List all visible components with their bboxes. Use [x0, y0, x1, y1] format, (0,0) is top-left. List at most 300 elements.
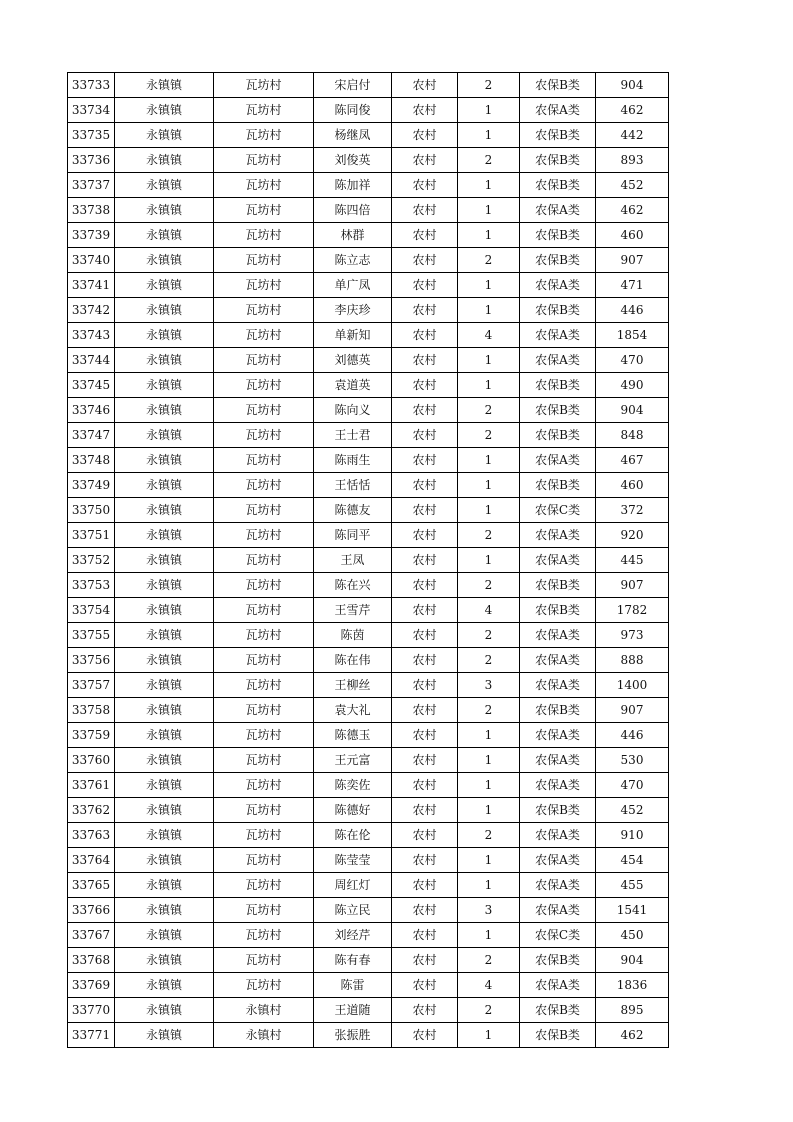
table-row	[68, 173, 669, 198]
village-cell: 瓦坊村	[214, 773, 314, 798]
records-table	[67, 72, 669, 1048]
record-id-cell: 33760	[68, 748, 115, 773]
town-cell: 永镇镇	[115, 623, 214, 648]
category-cell: 农保A类	[520, 648, 596, 673]
household-size-cell: 1	[458, 198, 520, 223]
table-row	[68, 998, 669, 1023]
town-cell: 永镇镇	[115, 823, 214, 848]
village-cell: 瓦坊村	[214, 698, 314, 723]
household-size-cell: 2	[458, 423, 520, 448]
village-cell: 瓦坊村	[214, 948, 314, 973]
area-type-cell: 农村	[392, 723, 458, 748]
name-cell: 刘经芹	[314, 923, 392, 948]
name-cell: 陈立民	[314, 898, 392, 923]
village-cell: 瓦坊村	[214, 498, 314, 523]
amount-cell: 467	[596, 448, 669, 473]
name-cell: 陈在伦	[314, 823, 392, 848]
table-row	[68, 273, 669, 298]
area-type-cell: 农村	[392, 473, 458, 498]
category-cell: 农保A类	[520, 273, 596, 298]
category-cell: 农保B类	[520, 1023, 596, 1048]
table-row	[68, 73, 669, 98]
name-cell: 王元富	[314, 748, 392, 773]
household-size-cell: 4	[458, 323, 520, 348]
amount-cell: 1836	[596, 973, 669, 998]
amount-cell: 446	[596, 298, 669, 323]
village-cell: 永镇村	[214, 1023, 314, 1048]
area-type-cell: 农村	[392, 623, 458, 648]
household-size-cell: 1	[458, 498, 520, 523]
category-cell: 农保B类	[520, 948, 596, 973]
table-row	[68, 548, 669, 573]
area-type-cell: 农村	[392, 223, 458, 248]
village-cell: 瓦坊村	[214, 198, 314, 223]
record-id-cell: 33733	[68, 73, 115, 98]
table-row	[68, 423, 669, 448]
town-cell: 永镇镇	[115, 448, 214, 473]
household-size-cell: 1	[458, 448, 520, 473]
amount-cell: 460	[596, 473, 669, 498]
household-size-cell: 1	[458, 223, 520, 248]
amount-cell: 1854	[596, 323, 669, 348]
village-cell: 瓦坊村	[214, 848, 314, 873]
amount-cell: 910	[596, 823, 669, 848]
town-cell: 永镇镇	[115, 73, 214, 98]
village-cell: 瓦坊村	[214, 73, 314, 98]
category-cell: 农保B类	[520, 373, 596, 398]
household-size-cell: 2	[458, 148, 520, 173]
record-id-cell: 33741	[68, 273, 115, 298]
record-id-cell: 33757	[68, 673, 115, 698]
table-row	[68, 148, 669, 173]
record-id-cell: 33768	[68, 948, 115, 973]
household-size-cell: 1	[458, 123, 520, 148]
amount-cell: 848	[596, 423, 669, 448]
area-type-cell: 农村	[392, 998, 458, 1023]
area-type-cell: 农村	[392, 373, 458, 398]
village-cell: 瓦坊村	[214, 873, 314, 898]
town-cell: 永镇镇	[115, 523, 214, 548]
area-type-cell: 农村	[392, 673, 458, 698]
area-type-cell: 农村	[392, 148, 458, 173]
area-type-cell: 农村	[392, 273, 458, 298]
area-type-cell: 农村	[392, 848, 458, 873]
category-cell: 农保A类	[520, 623, 596, 648]
town-cell: 永镇镇	[115, 323, 214, 348]
household-size-cell: 3	[458, 673, 520, 698]
amount-cell: 904	[596, 398, 669, 423]
amount-cell: 455	[596, 873, 669, 898]
household-size-cell: 1	[458, 298, 520, 323]
name-cell: 杨继凤	[314, 123, 392, 148]
record-id-cell: 33756	[68, 648, 115, 673]
area-type-cell: 农村	[392, 98, 458, 123]
table-row	[68, 623, 669, 648]
town-cell: 永镇镇	[115, 973, 214, 998]
table-row	[68, 1023, 669, 1048]
household-size-cell: 2	[458, 823, 520, 848]
household-size-cell: 2	[458, 248, 520, 273]
village-cell: 瓦坊村	[214, 173, 314, 198]
household-size-cell: 2	[458, 698, 520, 723]
category-cell: 农保A类	[520, 98, 596, 123]
name-cell: 陈在兴	[314, 573, 392, 598]
name-cell: 陈德玉	[314, 723, 392, 748]
table-row	[68, 298, 669, 323]
area-type-cell: 农村	[392, 523, 458, 548]
village-cell: 瓦坊村	[214, 973, 314, 998]
household-size-cell: 1	[458, 723, 520, 748]
town-cell: 永镇镇	[115, 198, 214, 223]
household-size-cell: 2	[458, 948, 520, 973]
village-cell: 瓦坊村	[214, 298, 314, 323]
amount-cell: 460	[596, 223, 669, 248]
category-cell: 农保B类	[520, 598, 596, 623]
village-cell: 瓦坊村	[214, 898, 314, 923]
household-size-cell: 1	[458, 798, 520, 823]
amount-cell: 462	[596, 98, 669, 123]
village-cell: 瓦坊村	[214, 123, 314, 148]
category-cell: 农保A类	[520, 673, 596, 698]
household-size-cell: 2	[458, 398, 520, 423]
town-cell: 永镇镇	[115, 423, 214, 448]
category-cell: 农保A类	[520, 973, 596, 998]
category-cell: 农保A类	[520, 848, 596, 873]
name-cell: 李庆珍	[314, 298, 392, 323]
household-size-cell: 2	[458, 648, 520, 673]
record-id-cell: 33759	[68, 723, 115, 748]
table-row	[68, 823, 669, 848]
table-row	[68, 373, 669, 398]
name-cell: 陈茵	[314, 623, 392, 648]
table-row	[68, 573, 669, 598]
table-row	[68, 898, 669, 923]
table-row	[68, 923, 669, 948]
name-cell: 陈奕佐	[314, 773, 392, 798]
amount-cell: 904	[596, 948, 669, 973]
village-cell: 瓦坊村	[214, 673, 314, 698]
town-cell: 永镇镇	[115, 648, 214, 673]
name-cell: 陈在伟	[314, 648, 392, 673]
record-id-cell: 33762	[68, 798, 115, 823]
town-cell: 永镇镇	[115, 998, 214, 1023]
area-type-cell: 农村	[392, 898, 458, 923]
table-row	[68, 223, 669, 248]
name-cell: 袁道英	[314, 373, 392, 398]
household-size-cell: 1	[458, 748, 520, 773]
category-cell: 农保B类	[520, 423, 596, 448]
household-size-cell: 2	[458, 73, 520, 98]
village-cell: 瓦坊村	[214, 423, 314, 448]
amount-cell: 446	[596, 723, 669, 748]
table-row	[68, 398, 669, 423]
town-cell: 永镇镇	[115, 573, 214, 598]
town-cell: 永镇镇	[115, 148, 214, 173]
household-size-cell: 2	[458, 623, 520, 648]
town-cell: 永镇镇	[115, 698, 214, 723]
name-cell: 袁大礼	[314, 698, 392, 723]
village-cell: 瓦坊村	[214, 723, 314, 748]
category-cell: 农保B类	[520, 298, 596, 323]
table-row	[68, 698, 669, 723]
amount-cell: 888	[596, 648, 669, 673]
record-id-cell: 33753	[68, 573, 115, 598]
village-cell: 瓦坊村	[214, 398, 314, 423]
category-cell: 农保A类	[520, 323, 596, 348]
table-row	[68, 448, 669, 473]
record-id-cell: 33737	[68, 173, 115, 198]
name-cell: 刘德英	[314, 348, 392, 373]
amount-cell: 1541	[596, 898, 669, 923]
category-cell: 农保A类	[520, 773, 596, 798]
household-size-cell: 3	[458, 898, 520, 923]
village-cell: 瓦坊村	[214, 823, 314, 848]
category-cell: 农保A类	[520, 198, 596, 223]
table-row	[68, 973, 669, 998]
amount-cell: 920	[596, 523, 669, 548]
name-cell: 陈德友	[314, 498, 392, 523]
amount-cell: 462	[596, 1023, 669, 1048]
village-cell: 瓦坊村	[214, 523, 314, 548]
amount-cell: 372	[596, 498, 669, 523]
town-cell: 永镇镇	[115, 898, 214, 923]
amount-cell: 907	[596, 248, 669, 273]
table-row	[68, 198, 669, 223]
amount-cell: 454	[596, 848, 669, 873]
village-cell: 瓦坊村	[214, 473, 314, 498]
name-cell: 陈同俊	[314, 98, 392, 123]
record-id-cell: 33748	[68, 448, 115, 473]
category-cell: 农保A类	[520, 748, 596, 773]
record-id-cell: 33758	[68, 698, 115, 723]
area-type-cell: 农村	[392, 323, 458, 348]
household-size-cell: 1	[458, 173, 520, 198]
household-size-cell: 4	[458, 598, 520, 623]
amount-cell: 530	[596, 748, 669, 773]
name-cell: 王凤	[314, 548, 392, 573]
area-type-cell: 农村	[392, 598, 458, 623]
area-type-cell: 农村	[392, 823, 458, 848]
record-id-cell: 33765	[68, 873, 115, 898]
village-cell: 瓦坊村	[214, 98, 314, 123]
area-type-cell: 农村	[392, 548, 458, 573]
table-row	[68, 798, 669, 823]
household-size-cell: 1	[458, 1023, 520, 1048]
area-type-cell: 农村	[392, 248, 458, 273]
area-type-cell: 农村	[392, 923, 458, 948]
record-id-cell: 33769	[68, 973, 115, 998]
record-id-cell: 33752	[68, 548, 115, 573]
village-cell: 瓦坊村	[214, 373, 314, 398]
area-type-cell: 农村	[392, 423, 458, 448]
category-cell: 农保A类	[520, 448, 596, 473]
record-id-cell: 33751	[68, 523, 115, 548]
category-cell: 农保B类	[520, 573, 596, 598]
name-cell: 林群	[314, 223, 392, 248]
village-cell: 瓦坊村	[214, 323, 314, 348]
name-cell: 陈四倍	[314, 198, 392, 223]
table-row	[68, 323, 669, 348]
category-cell: 农保B类	[520, 398, 596, 423]
town-cell: 永镇镇	[115, 748, 214, 773]
table-row	[68, 748, 669, 773]
table-row	[68, 98, 669, 123]
table-body	[68, 73, 669, 1048]
area-type-cell: 农村	[392, 798, 458, 823]
household-size-cell: 2	[458, 523, 520, 548]
amount-cell: 895	[596, 998, 669, 1023]
name-cell: 陈莹莹	[314, 848, 392, 873]
record-id-cell: 33735	[68, 123, 115, 148]
amount-cell: 452	[596, 798, 669, 823]
area-type-cell: 农村	[392, 748, 458, 773]
town-cell: 永镇镇	[115, 373, 214, 398]
record-id-cell: 33745	[68, 373, 115, 398]
category-cell: 农保B类	[520, 148, 596, 173]
town-cell: 永镇镇	[115, 948, 214, 973]
amount-cell: 904	[596, 73, 669, 98]
name-cell: 王雪芹	[314, 598, 392, 623]
household-size-cell: 2	[458, 998, 520, 1023]
village-cell: 瓦坊村	[214, 223, 314, 248]
town-cell: 永镇镇	[115, 98, 214, 123]
village-cell: 瓦坊村	[214, 923, 314, 948]
category-cell: 农保A类	[520, 898, 596, 923]
amount-cell: 1400	[596, 673, 669, 698]
area-type-cell: 农村	[392, 1023, 458, 1048]
table-row	[68, 598, 669, 623]
category-cell: 农保B类	[520, 998, 596, 1023]
name-cell: 陈立志	[314, 248, 392, 273]
area-type-cell: 农村	[392, 498, 458, 523]
name-cell: 王道随	[314, 998, 392, 1023]
category-cell: 农保A类	[520, 823, 596, 848]
amount-cell: 907	[596, 698, 669, 723]
area-type-cell: 农村	[392, 698, 458, 723]
area-type-cell: 农村	[392, 198, 458, 223]
table-row	[68, 473, 669, 498]
category-cell: 农保C类	[520, 923, 596, 948]
amount-cell: 470	[596, 348, 669, 373]
area-type-cell: 农村	[392, 873, 458, 898]
household-size-cell: 1	[458, 373, 520, 398]
record-id-cell: 33763	[68, 823, 115, 848]
village-cell: 瓦坊村	[214, 448, 314, 473]
record-id-cell: 33754	[68, 598, 115, 623]
area-type-cell: 农村	[392, 123, 458, 148]
area-type-cell: 农村	[392, 348, 458, 373]
household-size-cell: 1	[458, 98, 520, 123]
record-id-cell: 33771	[68, 1023, 115, 1048]
town-cell: 永镇镇	[115, 348, 214, 373]
town-cell: 永镇镇	[115, 798, 214, 823]
record-id-cell: 33742	[68, 298, 115, 323]
name-cell: 陈同平	[314, 523, 392, 548]
town-cell: 永镇镇	[115, 173, 214, 198]
household-size-cell: 1	[458, 273, 520, 298]
record-id-cell: 33761	[68, 773, 115, 798]
name-cell: 陈雷	[314, 973, 392, 998]
village-cell: 瓦坊村	[214, 748, 314, 773]
area-type-cell: 农村	[392, 573, 458, 598]
town-cell: 永镇镇	[115, 723, 214, 748]
amount-cell: 490	[596, 373, 669, 398]
category-cell: 农保B类	[520, 248, 596, 273]
town-cell: 永镇镇	[115, 873, 214, 898]
household-size-cell: 1	[458, 873, 520, 898]
record-id-cell: 33740	[68, 248, 115, 273]
town-cell: 永镇镇	[115, 398, 214, 423]
table-row	[68, 873, 669, 898]
name-cell: 陈向义	[314, 398, 392, 423]
table-row	[68, 248, 669, 273]
village-cell: 瓦坊村	[214, 573, 314, 598]
area-type-cell: 农村	[392, 648, 458, 673]
table-row	[68, 348, 669, 373]
category-cell: 农保A类	[520, 873, 596, 898]
table-row	[68, 773, 669, 798]
category-cell: 农保B类	[520, 698, 596, 723]
household-size-cell: 1	[458, 923, 520, 948]
area-type-cell: 农村	[392, 173, 458, 198]
village-cell: 瓦坊村	[214, 273, 314, 298]
category-cell: 农保A类	[520, 548, 596, 573]
category-cell: 农保A类	[520, 723, 596, 748]
table-row	[68, 123, 669, 148]
amount-cell: 973	[596, 623, 669, 648]
record-id-cell: 33770	[68, 998, 115, 1023]
name-cell: 陈雨生	[314, 448, 392, 473]
category-cell: 农保B类	[520, 123, 596, 148]
area-type-cell: 农村	[392, 773, 458, 798]
village-cell: 瓦坊村	[214, 148, 314, 173]
record-id-cell: 33749	[68, 473, 115, 498]
category-cell: 农保B类	[520, 473, 596, 498]
record-id-cell: 33743	[68, 323, 115, 348]
record-id-cell: 33747	[68, 423, 115, 448]
area-type-cell: 农村	[392, 448, 458, 473]
amount-cell: 450	[596, 923, 669, 948]
household-size-cell: 1	[458, 548, 520, 573]
amount-cell: 1782	[596, 598, 669, 623]
category-cell: 农保B类	[520, 73, 596, 98]
village-cell: 瓦坊村	[214, 348, 314, 373]
village-cell: 永镇村	[214, 998, 314, 1023]
town-cell: 永镇镇	[115, 473, 214, 498]
town-cell: 永镇镇	[115, 298, 214, 323]
table-row	[68, 848, 669, 873]
village-cell: 瓦坊村	[214, 648, 314, 673]
household-size-cell: 4	[458, 973, 520, 998]
household-size-cell: 1	[458, 848, 520, 873]
town-cell: 永镇镇	[115, 498, 214, 523]
village-cell: 瓦坊村	[214, 248, 314, 273]
town-cell: 永镇镇	[115, 123, 214, 148]
village-cell: 瓦坊村	[214, 598, 314, 623]
category-cell: 农保B类	[520, 798, 596, 823]
record-id-cell: 33750	[68, 498, 115, 523]
town-cell: 永镇镇	[115, 1023, 214, 1048]
category-cell: 农保C类	[520, 498, 596, 523]
name-cell: 陈加祥	[314, 173, 392, 198]
household-size-cell: 1	[458, 473, 520, 498]
name-cell: 王士君	[314, 423, 392, 448]
amount-cell: 462	[596, 198, 669, 223]
table-row	[68, 523, 669, 548]
amount-cell: 471	[596, 273, 669, 298]
table-row	[68, 723, 669, 748]
record-id-cell: 33738	[68, 198, 115, 223]
